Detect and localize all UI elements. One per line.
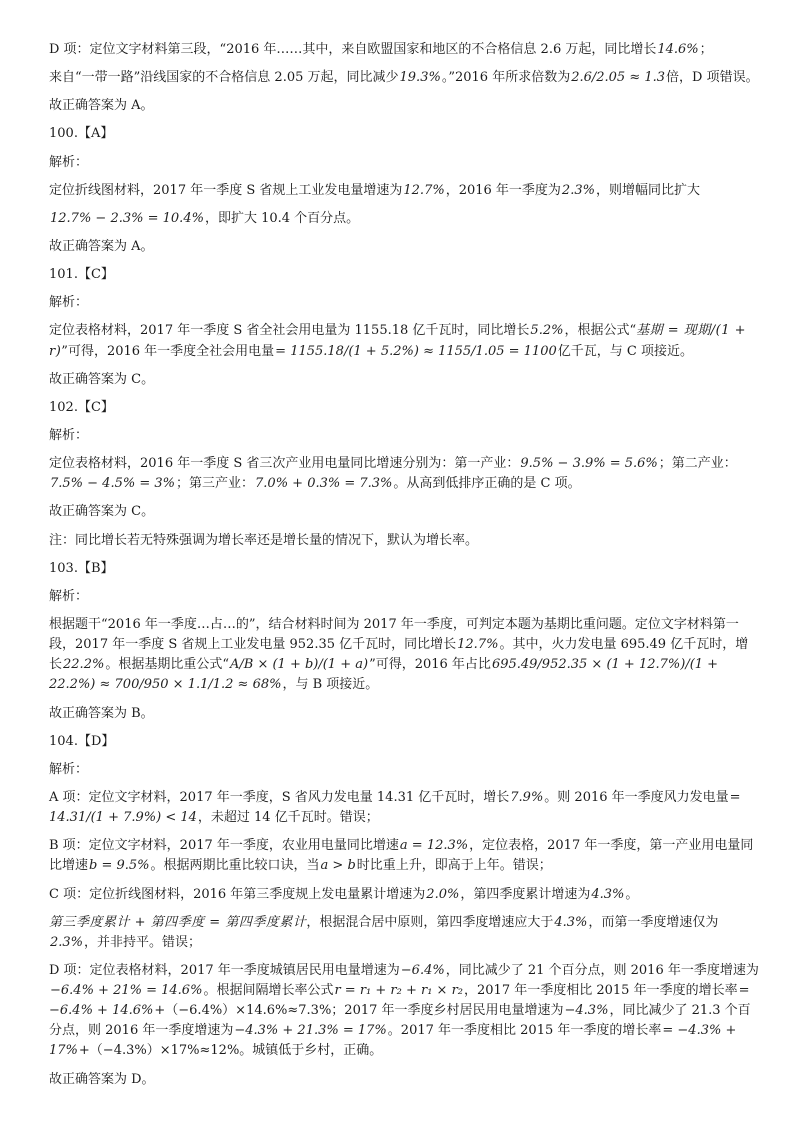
text-run: 故正确答案为 C。 [49,504,155,520]
text-line [49,153,761,173]
text-line [49,265,761,285]
math-expression: a = 12.3% [399,838,469,854]
text-line [49,587,761,607]
text-run: 时比重上升，即高于上年。错误； [356,858,552,874]
text-run: ，2016 年一季度为 [445,182,561,198]
math-expression: 12.7% [457,637,499,653]
text-run: 解析： [49,154,89,170]
text-line [49,40,761,60]
text-run: 故正确答案为 B。 [49,705,154,721]
text-run: ，第四季度累计增速为 [460,886,591,902]
text-run: 104.【D】 [49,733,115,749]
text-run: 定位表格材料，2017 年一季度 S 省全社会用电量为 1155.18 亿千瓦时，同比增长 [49,323,530,339]
text-line [49,732,761,752]
text-line [49,426,761,446]
math-expression: 12.7% − 2.3% = 10.4% [50,210,204,226]
math-expression: 4.3% [591,886,625,902]
text-line [49,961,761,1062]
text-run: 解析： [49,427,89,443]
math-expression: 7.5% − 4.5% = 3% [50,476,175,492]
text-run: 倍，D 项错误。 [666,70,759,86]
text-line [49,913,761,953]
text-run: 故正确答案为 D。 [49,1071,155,1087]
text-run: ，2017 年一季度相比 2015 年一季度的增长率 [464,983,738,999]
text-run: ，同比减少了 21.3 个百分点，则 2016 年一季度增速为 [49,1003,751,1039]
math-expression: 4.3% [554,914,588,930]
math-expression: −4.3% [564,1003,609,1019]
math-expression: b = 9.5% [89,858,150,874]
text-run: 103.【B】 [49,560,114,576]
text-run: ； [699,42,713,57]
text-run: ，与 B 项接近。 [282,677,379,693]
text-run: 100.【A】 [49,126,114,142]
text-line [49,124,761,144]
text-run: 。根据基期比重公式“ [105,657,229,673]
text-run: 101.【C】 [49,267,114,283]
math-expression: −4.3% + 21.3% = 17% [234,1023,387,1039]
math-expression: A/B × (1 + b)/(1 + a) [229,657,369,673]
math-expression: = 1155.18/(1 + 5.2%) ≈ 1155/1.05 = 1100 [275,343,557,359]
text-run: ，未超过 14 亿千瓦时。错误； [197,810,379,826]
text-line [49,181,761,201]
math-expression: a > b [320,858,356,874]
text-run: ，即扩大 10.4 个百分点。 [204,210,360,226]
text-run: A 项：定位文字材料，2017 年一季度，S 省风力发电量 14.31 亿千瓦时，增长 [49,789,510,805]
text-line [49,788,761,828]
math-expression: 22.2% [63,657,105,673]
text-line [49,615,761,696]
text-line [49,704,761,724]
math-expression: 695.49/952.35 × (1 + 12.7%)/(1 + 22.2%) ≈ 700/950 × 1.1/1.2 ≈ 68% [49,657,719,693]
text-run: 。其中，火力发电量 695.49 亿千瓦时，增长 [49,637,749,673]
math-expression: 14.6% [657,42,699,57]
formula-text: 第三季度累计 + 第四季度 = 第四季度累计 [49,914,307,930]
text-run: +（−6.4%）×14.6%≈7.3%；2017 年一季度乡村居民用电量增速为 [154,1003,564,1019]
math-expression: 19.3% [399,70,441,86]
text-run: D 项：定位文字材料第三段，“2016 年……其中，来自欧盟国家和地区的不合格信息 2.6 万起，同比增长 [49,42,657,57]
text-run: 解析： [49,295,89,311]
text-line [49,836,761,876]
math-expression: 2.3% [50,934,84,950]
text-line [49,502,761,522]
text-run: 解析： [49,588,89,604]
text-run: ，而第一季度增速仅为 [588,914,719,930]
text-line [49,321,761,361]
text-run: 故正确答案为 C。 [49,371,155,387]
text-run: ，定位表格，2017 年一季度，第一产业用电量同比增速 [49,838,754,874]
text-run: ，根据混合居中原则，第四季度增速应大于 [306,914,554,930]
text-line [49,398,761,418]
math-expression: 2.6/2.05 ≈ 1.3 [571,70,666,86]
text-run: 。从高到低排序正确的是 C 项。 [393,476,581,492]
text-run: 根据题干“2016 年一季度…占…的”，结合材料时间为 2017 年一季度，可判定本题为基期比重问题。定位文字材料第一段，2017 年一季度 S 省规上工业发电量 952.35 亿千瓦时，同比增长 [49,616,739,653]
text-line [49,760,761,780]
text-line [49,96,761,116]
math-expression: = −4.3% + 17% [49,1023,737,1059]
text-run: 亿千瓦，与 C 项接近。 [557,343,693,359]
text-run: 。”2016 年所求倍数为 [441,70,571,86]
text-run: 。根据间隔增长率公式 [203,983,334,999]
text-run: 。则 2016 年一季度风力发电量 [544,789,729,805]
text-line [49,531,761,551]
math-expression: = −6.4% + 14.6% [49,983,750,1019]
text-run: 。 [625,886,639,902]
math-expression: −6.4% + 21% = 14.6% [50,983,203,999]
text-line [49,885,761,905]
answer-explanation-document [49,40,761,1098]
text-run: ；第二产业： [658,456,737,472]
text-run: +（−4.3%）×17%≈12%。城镇低于乡村，正确。 [78,1043,383,1059]
math-expression: = 14.31/(1 + 7.9%) < 14 [49,789,741,826]
math-expression: 12.7% [403,182,445,198]
text-line [49,454,761,494]
text-line [49,559,761,579]
text-run: ，同比减少了 21 个百分点，则 2016 年一季度增速为 [445,962,759,978]
text-run: 故正确答案为 A。 [49,238,154,254]
text-run: ”可得，2016 年一季度全社会用电量 [61,343,275,359]
text-run: 。2017 年一季度相比 2015 年一季度的增长率 [387,1023,662,1039]
text-run: 故正确答案为 A。 [49,98,154,114]
math-expression: 2.0% [426,886,460,902]
math-expression: 7.0% + 0.3% = 7.3% [255,476,393,492]
math-expression: 7.9% [510,789,544,805]
math-expression: 5.2% [530,323,564,339]
text-run: ；第三产业： [176,476,255,492]
text-run: ，则增幅同比扩大 [595,182,700,198]
math-expression: r = r₁ + r₂ + r₁ × r₂ [334,983,463,999]
text-run: C 项：定位折线图材料，2016 年第三季度规上发电量累计增速为 [49,886,426,902]
text-run: ，根据公式“ [564,323,637,339]
text-line [49,370,761,390]
text-run: 。根据两期比重比较口诀，当 [150,858,320,874]
text-line [49,209,761,229]
text-run: 来自“一带一路”沿线国家的不合格信息 2.05 万起，同比减少 [49,70,399,86]
text-run: 102.【C】 [49,399,114,415]
text-run: D 项：定位表格材料，2017 年一季度城镇居民用电量增速为 [49,962,400,978]
text-line [49,293,761,313]
text-line [49,68,761,88]
math-expression: 9.5% − 3.9% = 5.6% [520,456,658,472]
text-run: ，并非持平。错误； [84,934,202,950]
text-run: 注：同比增长若无特殊强调为增长率还是增长量的情况下，默认为增长率。 [49,532,479,548]
text-line [49,237,761,257]
math-expression: 2.3% [561,182,595,198]
text-run: ”可得，2016 年占比 [369,657,491,673]
text-run: 定位表格材料，2016 年一季度 S 省三次产业用电量同比增速分别为：第一产业： [49,456,520,472]
text-run: B 项：定位文字材料，2017 年一季度，农业用电量同比增速 [49,838,399,854]
text-line [49,1070,761,1090]
formula-text: 基期 = 现期/(1 + r) [49,323,747,359]
math-expression: −6.4% [400,962,445,978]
text-run: 定位折线图材料，2017 年一季度 S 省规上工业发电量增速为 [49,182,403,198]
text-run: 解析： [49,761,89,777]
